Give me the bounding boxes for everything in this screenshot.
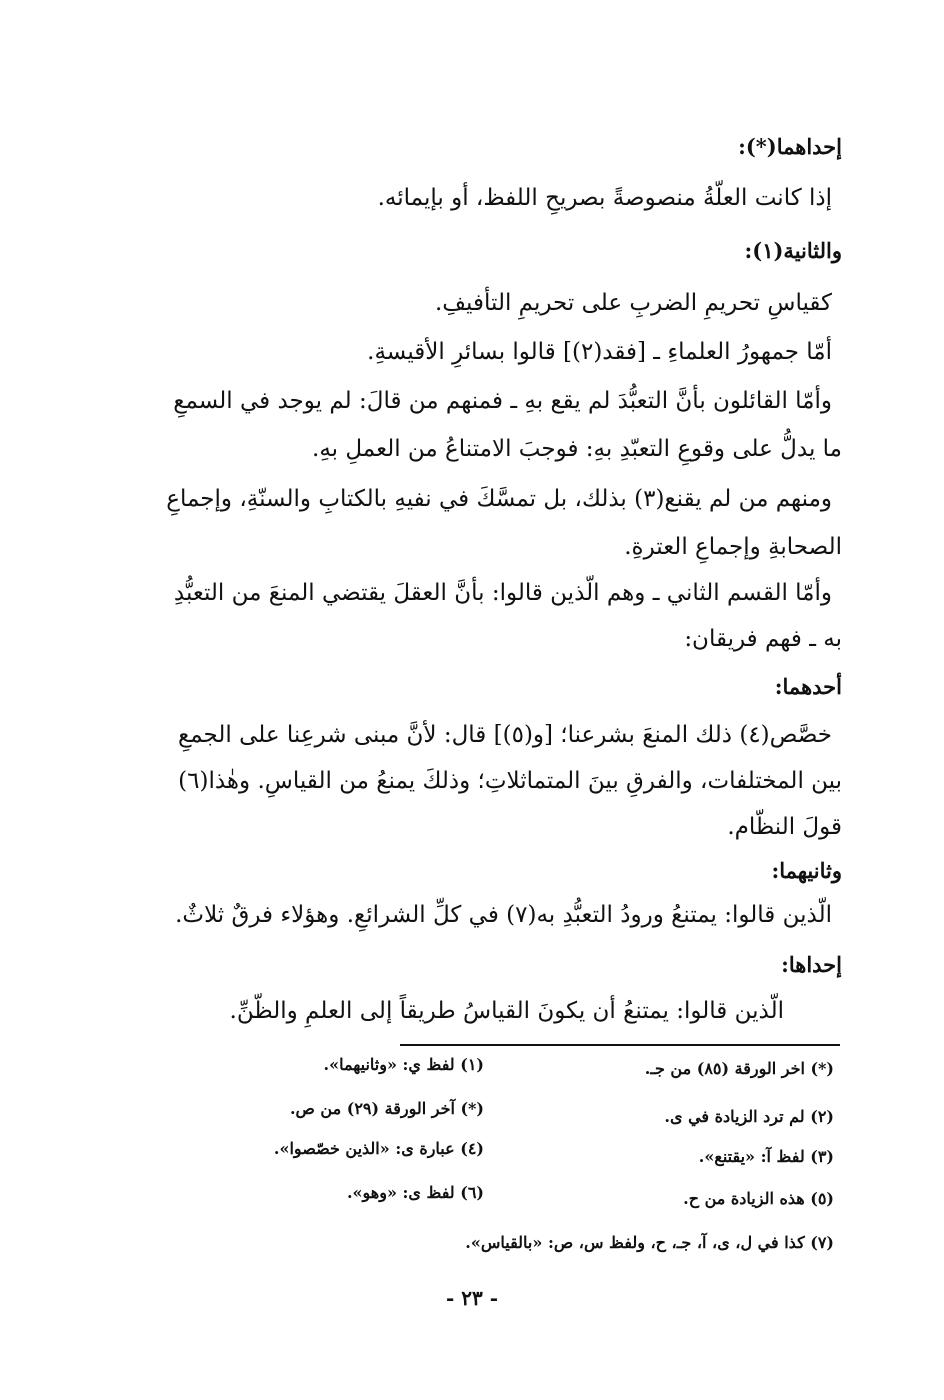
footnote-separator bbox=[400, 1044, 840, 1046]
text-line: إذا كانت العلّةُ منصوصةً بصريحِ اللفظ، أو بإيمائه. bbox=[377, 185, 832, 211]
footnote: (*) آخر الورقة (٢٩) من ص. bbox=[289, 1099, 484, 1118]
heading-second-group: وثانيهما: bbox=[771, 858, 842, 883]
text-line: الصحابةِ وإجماعِ العترةِ. bbox=[624, 534, 842, 560]
text-line: بين المختلفات، والفرقِ بينَ المتماثلاتِ؛ وذلكَ يمنعُ من القياسِ. وهٰذا(٦) bbox=[178, 768, 842, 794]
footnote: (٢) لم ترد الزيادة في ى. bbox=[664, 1107, 834, 1126]
footnote: (٣) لفظ آ: «يقتنع». bbox=[698, 1147, 834, 1166]
text-line: الّذين قالوا: يمتنعُ ورودُ التعبُّدِ به(٧) في كلِّ الشرائعِ. وهؤلاء فرقٌ ثلاثٌ. bbox=[175, 902, 832, 928]
text-line: وأمّا القسم الثاني ـ وهم الّذين قالوا: بأنَّ العقلَ يقتضي المنعَ من التعبُّدِ bbox=[173, 580, 832, 606]
text-line: به ـ فهم فريقان: bbox=[684, 626, 842, 652]
text-line: وأمّا القائلون بأنَّ التعبُّدَ لم يقع بهِ ـ فمنهم من قالَ: لم يوجد في السمعِ bbox=[173, 388, 832, 414]
footnote: (٤) عبارة ى: «الذين خصّصوا». bbox=[273, 1139, 484, 1158]
text-line: كقياسِ تحريمِ الضربِ على تحريمِ التأفيفِ. bbox=[434, 290, 832, 316]
page-number: - ٢٣ - bbox=[445, 1286, 498, 1310]
footnote: (٥) هذه الزيادة من ح. bbox=[683, 1189, 834, 1208]
heading-first: إحداهما(*): bbox=[738, 134, 842, 159]
text-line: خصَّص(٤) ذلك المنعَ بشرعنا؛ [و(٥)] قال: لأنَّ مبنى شرعِنا على الجمعِ bbox=[177, 722, 832, 748]
footnote: (١) لفظ ي: «وثانيهما». bbox=[323, 1055, 484, 1074]
text-line: ما يدلُّ على وقوعِ التعبّدِ بهِ: فوجبَ الامتناعُ من العملِ بهِ. bbox=[312, 436, 842, 462]
footnote: (٧) كذا في ل، ى، آ، جـ، ح، ولفظ س، ص: «بالقياس». bbox=[465, 1233, 834, 1252]
text-line: أمّا جمهورُ العلماءِ ـ [فقد(٢)] قالوا بسائرِ الأقيسةِ. bbox=[367, 339, 832, 365]
footnote: (*) اخر الورقة (٨٥) من جـ. bbox=[644, 1059, 834, 1078]
text-line: قولَ النظّام. bbox=[727, 814, 842, 840]
heading-first-group: أحدهما: bbox=[774, 674, 842, 699]
text-line: ومنهم من لم يقنع(٣) بذلك، بل تمسَّكَ في نفيهِ بالكتابِ والسنّةِ، وإجماعِ bbox=[166, 486, 832, 512]
heading-one-of-three: إحداها: bbox=[781, 952, 842, 977]
heading-second: والثانية(١): bbox=[744, 238, 842, 263]
footnote: (٦) لفظ ى: «وهو». bbox=[346, 1183, 484, 1202]
text-line: الّذين قالوا: يمتنعُ أن يكونَ القياسُ طريقاً إلى العلمِ والظّنِّ. bbox=[229, 998, 784, 1024]
